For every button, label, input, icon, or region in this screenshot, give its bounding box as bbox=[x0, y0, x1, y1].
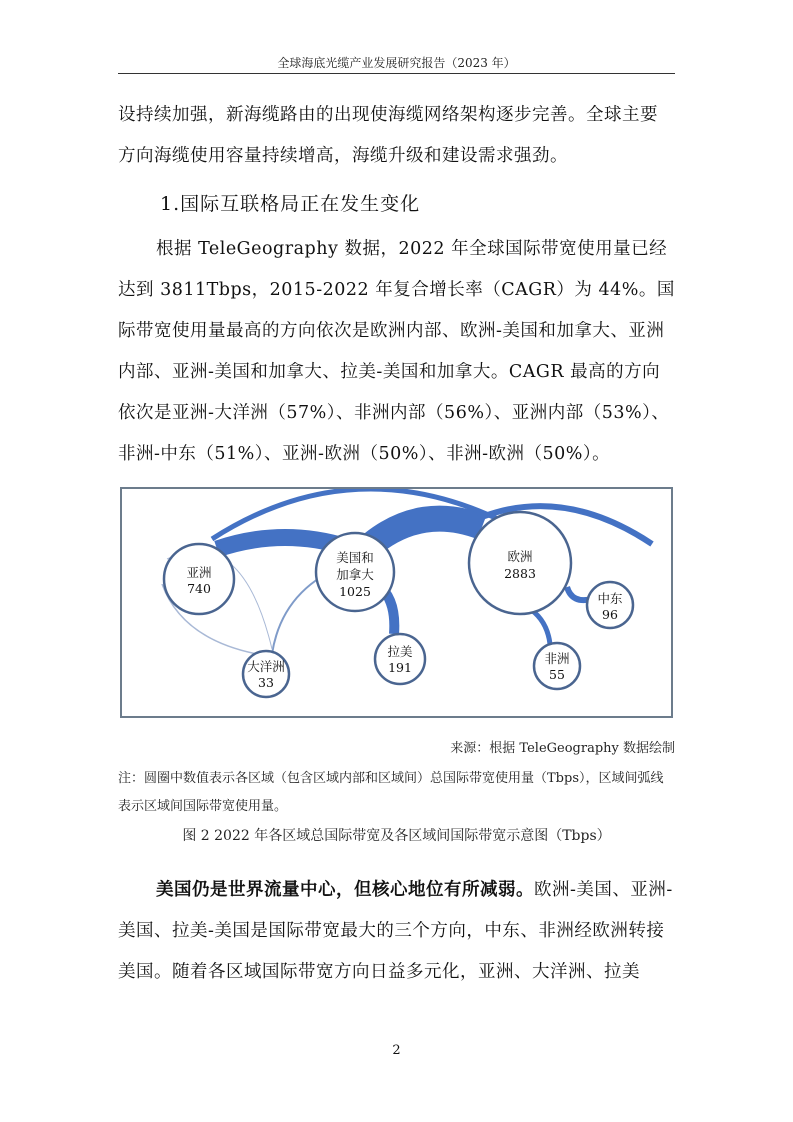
section-heading: 1.国际互联格局正在发生变化 bbox=[160, 193, 421, 215]
figure-caption: 图 2 2022 年各区域总国际带宽及各区域间国际带宽示意图（Tbps） bbox=[182, 828, 611, 844]
figure-note: 注：圆圈中数值表示各区域（包含区域内部和区域间）总国际带宽使用量（Tbps），区域间弧线表示区域间国际带宽使用量。 bbox=[118, 771, 664, 814]
node-latam bbox=[375, 634, 425, 684]
node-asia bbox=[164, 544, 234, 614]
paragraph-2 bbox=[118, 229, 675, 475]
node-latam-value: 191 bbox=[388, 660, 412, 675]
node-africa-value: 55 bbox=[549, 667, 565, 682]
node-europe-value: 2883 bbox=[504, 566, 536, 581]
link-americas-europe bbox=[372, 519, 482, 544]
node-americas bbox=[316, 533, 394, 611]
node-middle-east bbox=[587, 582, 633, 628]
node-europe bbox=[469, 512, 571, 614]
bandwidth-figure bbox=[120, 487, 673, 718]
paragraph-1: 设持续加强，新海缆路由的出现使海缆网络架构逐步完善。全球主要方向海缆使用容量持续增高，海缆升级和建设需求强劲。 bbox=[118, 105, 658, 166]
node-africa-name: 非洲 bbox=[544, 651, 570, 666]
paragraph-3-text: 欧洲-美国、亚洲-美国、拉美-美国是国际带宽最大的三个方向，中东、非洲经欧洲转接美国。随着各区域国际带宽方向日益多元化，亚洲、大洋洲、拉美 bbox=[118, 880, 673, 982]
node-oceania-name: 大洋洲 bbox=[247, 659, 285, 674]
node-middle-east-name: 中东 bbox=[597, 591, 623, 606]
node-americas-name: 美国和 bbox=[336, 550, 374, 565]
node-americas-value: 1025 bbox=[339, 584, 371, 599]
running-header: 全球海底光缆产业发展研究报告（2023 年） bbox=[277, 56, 516, 70]
paragraph-3-bold: 美国仍是世界流量中心，但核心地位有所减弱。 bbox=[156, 880, 534, 900]
node-africa bbox=[534, 643, 580, 689]
figure-source: 来源：根据 TeleGeography 数据绘制 bbox=[450, 741, 675, 756]
node-europe-name: 欧洲 bbox=[507, 549, 533, 564]
node-oceania-value: 33 bbox=[258, 675, 274, 690]
node-oceania bbox=[243, 651, 289, 697]
node-asia-value: 740 bbox=[187, 581, 211, 596]
node-latam-name: 拉美 bbox=[387, 644, 413, 659]
page-number: 2 bbox=[392, 1043, 401, 1058]
paragraph-3 bbox=[118, 870, 675, 993]
bandwidth-diagram bbox=[122, 489, 671, 716]
node-asia-name: 亚洲 bbox=[186, 565, 212, 580]
header-divider bbox=[118, 73, 675, 74]
paragraph-2-text: 根据 TeleGeography 数据，2022 年全球国际带宽使用量已经达到 3811Tbps，2015-2022 年复合增长率（CAGR）为 44%。国际带宽使用量最高的方向依次是欧洲内部、欧洲-美国和加拿大、亚洲内部、亚洲-美国和加拿大、拉美-美国和加拿大。CAGR 最高的方向依次是亚洲-大洋洲（57%）、非洲内部（56%）、亚洲内部（53%）、非洲-中东（51%）、亚洲-欧洲（50%）、非洲-欧洲（50%）。 bbox=[118, 239, 675, 464]
node-americas-name2: 加拿大 bbox=[336, 567, 374, 582]
node-middle-east-value: 96 bbox=[602, 607, 618, 622]
